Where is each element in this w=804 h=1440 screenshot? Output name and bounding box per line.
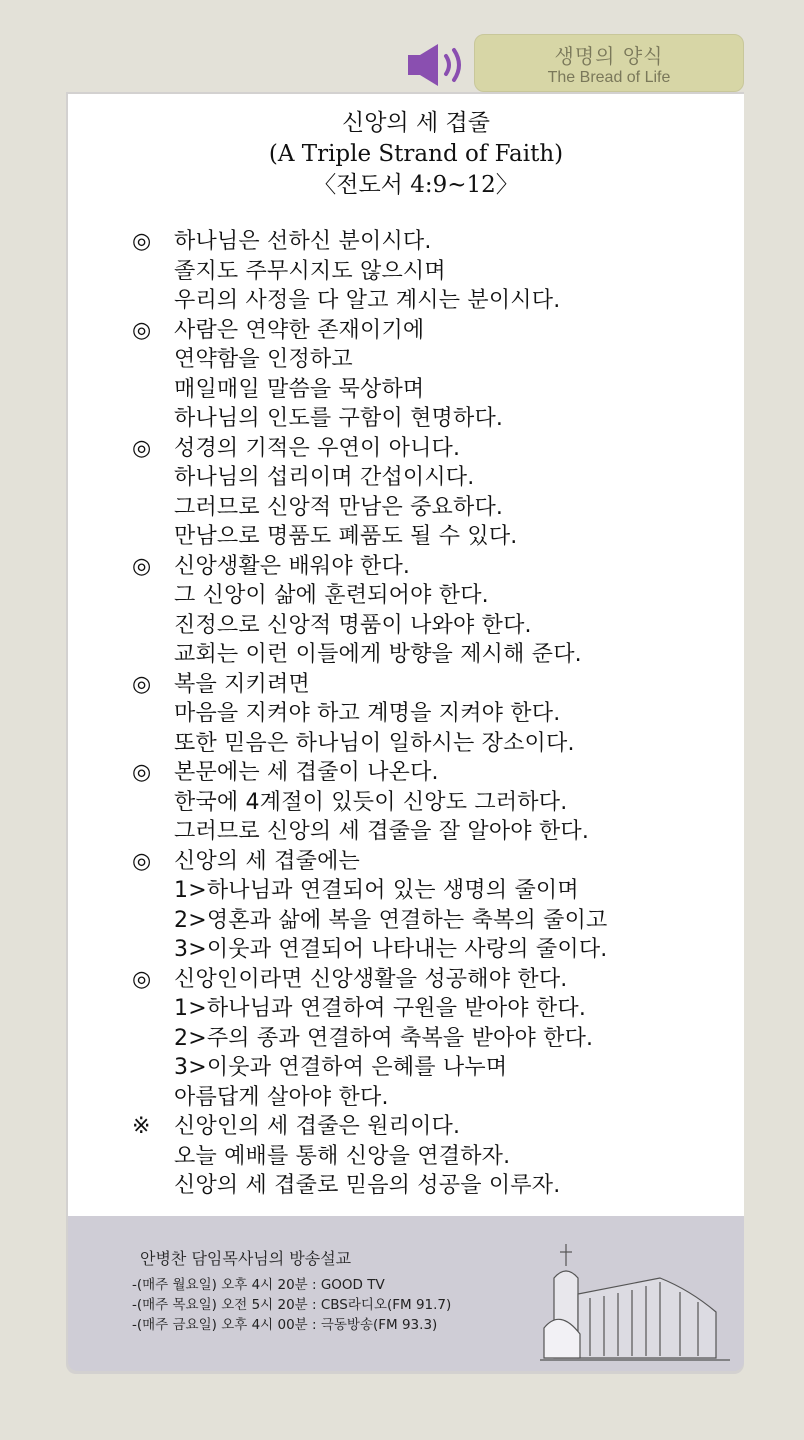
- broadcast-line-friday: -(매주 금요일) 오후 4시 00분 : 극동방송(FM 93.3): [132, 1317, 438, 1333]
- outline-continuation: [132, 906, 732, 936]
- speaker-audio-icon[interactable]: [404, 40, 470, 90]
- outline-continuation: [132, 640, 732, 670]
- reference-mark: ※: [132, 1114, 151, 1139]
- bullet-mark: ◎: [132, 671, 152, 697]
- outline-point: [132, 758, 732, 788]
- outline-text: 연약함을 인정하고: [174, 347, 353, 372]
- sermon-title-english: (A Triple Strand of Faith): [268, 141, 564, 167]
- outline-continuation: [132, 1142, 732, 1172]
- outline-continuation: [132, 286, 732, 316]
- outline-continuation: [132, 729, 732, 759]
- bullet-mark: ◎: [132, 760, 152, 785]
- bullet-mark: ◎: [132, 966, 152, 992]
- outline-text: 매일매일 말씀을 묵상하며: [174, 376, 425, 402]
- outline-text: 신앙의 세 겹줄에는: [174, 848, 361, 874]
- outline-text: 오늘 예배를 통해 신앙을 연결하자.: [174, 1143, 511, 1169]
- outline-continuation: [132, 493, 732, 523]
- outline-point: [132, 670, 732, 700]
- outline-text: 하나님의 인도를 구함이 현명하다.: [174, 406, 504, 431]
- bullet-mark: ◎: [132, 848, 152, 874]
- outline-text: 졸지도 주무시지도 않으시며: [174, 258, 446, 284]
- outline-text: 또한 믿음은 하나님이 일하시는 장소이다.: [174, 730, 575, 756]
- outline-point: [132, 434, 732, 464]
- outline-text: 신앙인의 세 겹줄은 원리이다.: [174, 1114, 461, 1139]
- sermon-outline: [132, 227, 732, 1201]
- bullet-mark: ◎: [132, 553, 152, 579]
- outline-continuation: [132, 522, 732, 552]
- broadcast-line-thursday: -(매주 목요일) 오전 5시 20분 : CBS라디오(FM 91.7): [132, 1297, 452, 1313]
- outline-continuation: [132, 257, 732, 287]
- outline-text: 한국에 4계절이 있듯이 신앙도 그러하다.: [174, 789, 568, 815]
- broadcast-heading: 안병찬 담임목사님의 방송설교: [140, 1249, 352, 1268]
- bullet-mark: ◎: [132, 317, 152, 343]
- outline-continuation: [132, 788, 732, 818]
- outline-text: 교회는 이런 이들에게 방향을 제시해 준다.: [174, 642, 582, 667]
- outline-text: 그러므로 신앙의 세 겹줄을 잘 알아야 한다.: [174, 819, 590, 844]
- outline-point: [132, 552, 732, 582]
- outline-continuation: [132, 463, 732, 493]
- outline-continuation: [132, 994, 732, 1024]
- badge-english-title: The Bread of Life: [547, 69, 671, 86]
- outline-text: 그 신앙이 삶에 훈련되어야 한다.: [174, 583, 489, 608]
- outline-point: [132, 316, 732, 346]
- outline-text: 2>영혼과 삶에 복을 연결하는 축복의 줄이고: [174, 907, 608, 933]
- outline-point: [132, 965, 732, 995]
- outline-text: 아름답게 살아야 한다.: [174, 1084, 389, 1110]
- outline-text: 하나님의 섭리이며 간섭이시다.: [174, 465, 475, 490]
- broadcast-schedule: [132, 1246, 451, 1335]
- sermon-title-korean: 신앙의 세 겹줄: [342, 110, 490, 136]
- outline-continuation: [132, 375, 732, 405]
- outline-point: [132, 847, 732, 877]
- outline-continuation: [132, 876, 732, 906]
- outline-continuation: [132, 1053, 732, 1083]
- outline-continuation: [132, 345, 732, 375]
- outline-text: 사람은 연약한 존재이기에: [174, 317, 425, 343]
- outline-continuation: [132, 1083, 732, 1113]
- outline-continuation: [132, 611, 732, 641]
- outline-text: 복을 지키려면: [174, 671, 310, 697]
- outline-point: [132, 227, 732, 257]
- outline-continuation: [132, 404, 732, 434]
- outline-text: 우리의 사정을 다 알고 계시는 분이시다.: [174, 288, 561, 313]
- outline-text: 하나님은 선하신 분이시다.: [174, 229, 432, 254]
- outline-text: 신앙인이라면 신앙생활을 성공해야 한다.: [174, 966, 568, 992]
- outline-text: 1>하나님과 연결되어 있는 생명의 줄이며: [174, 878, 579, 903]
- outline-text: 마음을 지켜야 하고 계명을 지켜야 한다.: [174, 701, 561, 726]
- church-building-icon: [540, 1238, 740, 1366]
- outline-continuation: [132, 935, 732, 965]
- outline-point: [132, 1112, 732, 1142]
- outline-text: 3>이웃과 연결되어 나타내는 사랑의 줄이다.: [174, 937, 608, 962]
- outline-continuation: [132, 1171, 732, 1201]
- outline-text: 신앙의 세 겹줄로 믿음의 성공을 이루자.: [174, 1173, 561, 1198]
- sermon-title-block: [68, 108, 764, 201]
- broadcast-line-monday: -(매주 월요일) 오후 4시 20분 : GOOD TV: [132, 1277, 385, 1293]
- outline-text: 만남으로 명품도 폐품도 될 수 있다.: [174, 524, 518, 549]
- outline-continuation: [132, 817, 732, 847]
- outline-continuation: [132, 581, 732, 611]
- outline-text: 신앙생활은 배워야 한다.: [174, 553, 411, 579]
- outline-text: 1>하나님과 연결하여 구원을 받아야 한다.: [174, 996, 587, 1021]
- outline-text: 2>주의 종과 연결하여 축복을 받아야 한다.: [174, 1025, 594, 1051]
- bullet-mark: ◎: [132, 435, 152, 461]
- outline-text: 성경의 기적은 우연이 아니다.: [174, 435, 461, 461]
- badge-korean-title: 생명의 양식: [554, 44, 664, 68]
- bread-of-life-badge: [474, 34, 744, 92]
- outline-text: 그러므로 신앙적 만남은 중요하다.: [174, 494, 504, 520]
- outline-text: 3>이웃과 연결하여 은혜를 나누며: [174, 1055, 508, 1080]
- outline-text: 본문에는 세 겹줄이 나온다.: [174, 760, 439, 785]
- bullet-mark: ◎: [132, 229, 152, 254]
- scripture-reference: 〈전도서 4:9~12〉: [313, 172, 519, 198]
- outline-continuation: [132, 699, 732, 729]
- outline-text: 진정으로 신앙적 명품이 나와야 한다.: [174, 612, 532, 638]
- outline-continuation: [132, 1024, 732, 1054]
